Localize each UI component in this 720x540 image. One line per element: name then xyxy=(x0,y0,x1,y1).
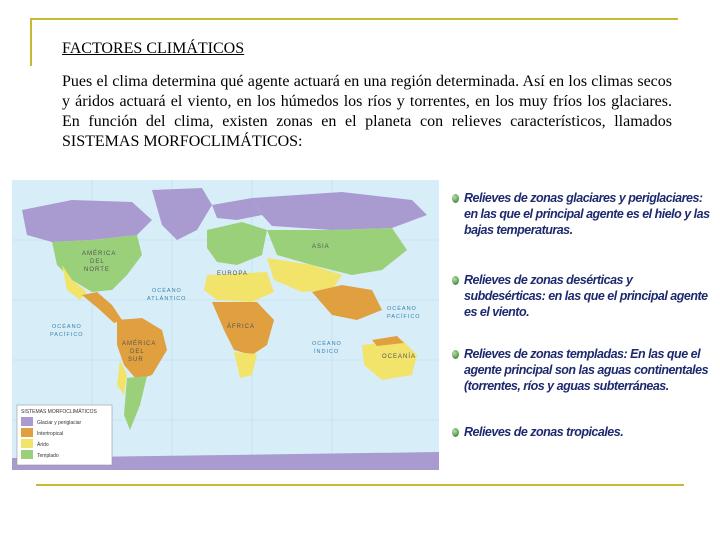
bullet-text-arid: Relieves de zonas desérticas y subdesérticas: en las que el principal agente es el viento. xyxy=(464,273,708,319)
legend-label-temperate: Templado xyxy=(37,453,59,459)
bottom-rule xyxy=(36,484,684,486)
legend-label-arid: Árido xyxy=(37,442,49,448)
legend-label-tropical: Intertropical xyxy=(37,431,64,437)
legend-swatch-tropical xyxy=(21,428,33,437)
label-pacific-west-2: PACÍFICO xyxy=(50,332,84,338)
label-pacific-east-2: PACÍFICO xyxy=(387,314,421,320)
label-atlantic-1: OCÉANO xyxy=(152,288,182,294)
label-asia: ASIA xyxy=(312,244,330,250)
label-africa: ÁFRICA xyxy=(227,324,256,330)
bullet-text-tropical: Relieves de zonas tropicales. xyxy=(464,425,624,439)
bullet-icon xyxy=(452,428,459,437)
label-europe: EUROPA xyxy=(217,271,248,277)
bullet-icon xyxy=(452,276,459,285)
label-south-america-2: DEL xyxy=(130,349,145,355)
bullet-text-temperate: Relieves de zonas templadas: En las que el agente principal son las aguas continentales (torrentes, ríos y aguas subterráneas. xyxy=(464,347,709,393)
top-rule xyxy=(30,18,678,20)
label-north-america-1: AMÉRICA xyxy=(82,251,117,257)
morphoclimatic-list xyxy=(452,190,712,440)
bullet-arid xyxy=(452,272,712,320)
bullet-temperate xyxy=(452,346,712,394)
label-oceania: OCEANÍA xyxy=(382,354,417,360)
intro-paragraph: Pues el clima determina qué agente actuará en una región determinada. Así en los climas secos y áridos actuará el viento, en los húmedos los ríos y torrentes, en los muy fríos los glaciares. En función del clima, existen zonas en el planeta con relieves característicos, llamados SISTEMAS MORFOCLIMÁTICOS: xyxy=(62,73,672,150)
map-legend xyxy=(17,405,112,465)
legend-title: SISTEMAS MORFOCLIMÁTICOS xyxy=(21,409,97,415)
bullet-glacial xyxy=(452,190,712,238)
legend-swatch-glacial xyxy=(21,417,33,426)
label-north-america-3: NORTE xyxy=(84,267,110,273)
bullet-icon xyxy=(452,194,459,203)
label-pacific-west-1: OCÉANO xyxy=(52,324,82,330)
bullet-text-glacial: Relieves de zonas glaciares y periglaciares: en las que el principal agente es el hielo y las bajas temperaturas. xyxy=(464,191,710,237)
label-indian-1: OCÉANO xyxy=(312,341,342,347)
label-pacific-east-1: OCÉANO xyxy=(387,306,417,312)
label-atlantic-2: ATLÁNTICO xyxy=(147,296,187,302)
label-south-america-1: AMÉRICA xyxy=(122,341,157,347)
legend-swatch-arid xyxy=(21,439,33,448)
bullet-tropical xyxy=(452,424,712,440)
slide-title: FACTORES CLIMÁTICOS xyxy=(62,40,245,57)
label-indian-2: ÍNDICO xyxy=(314,349,340,355)
world-map xyxy=(12,180,439,470)
left-rule xyxy=(30,18,32,66)
label-south-america-3: SUR xyxy=(128,357,144,363)
label-north-america-2: DEL xyxy=(90,259,105,265)
legend-swatch-temperate xyxy=(21,450,33,459)
legend-label-glacial: Glaciar y periglaciar xyxy=(37,420,82,426)
bullet-icon xyxy=(452,350,459,359)
